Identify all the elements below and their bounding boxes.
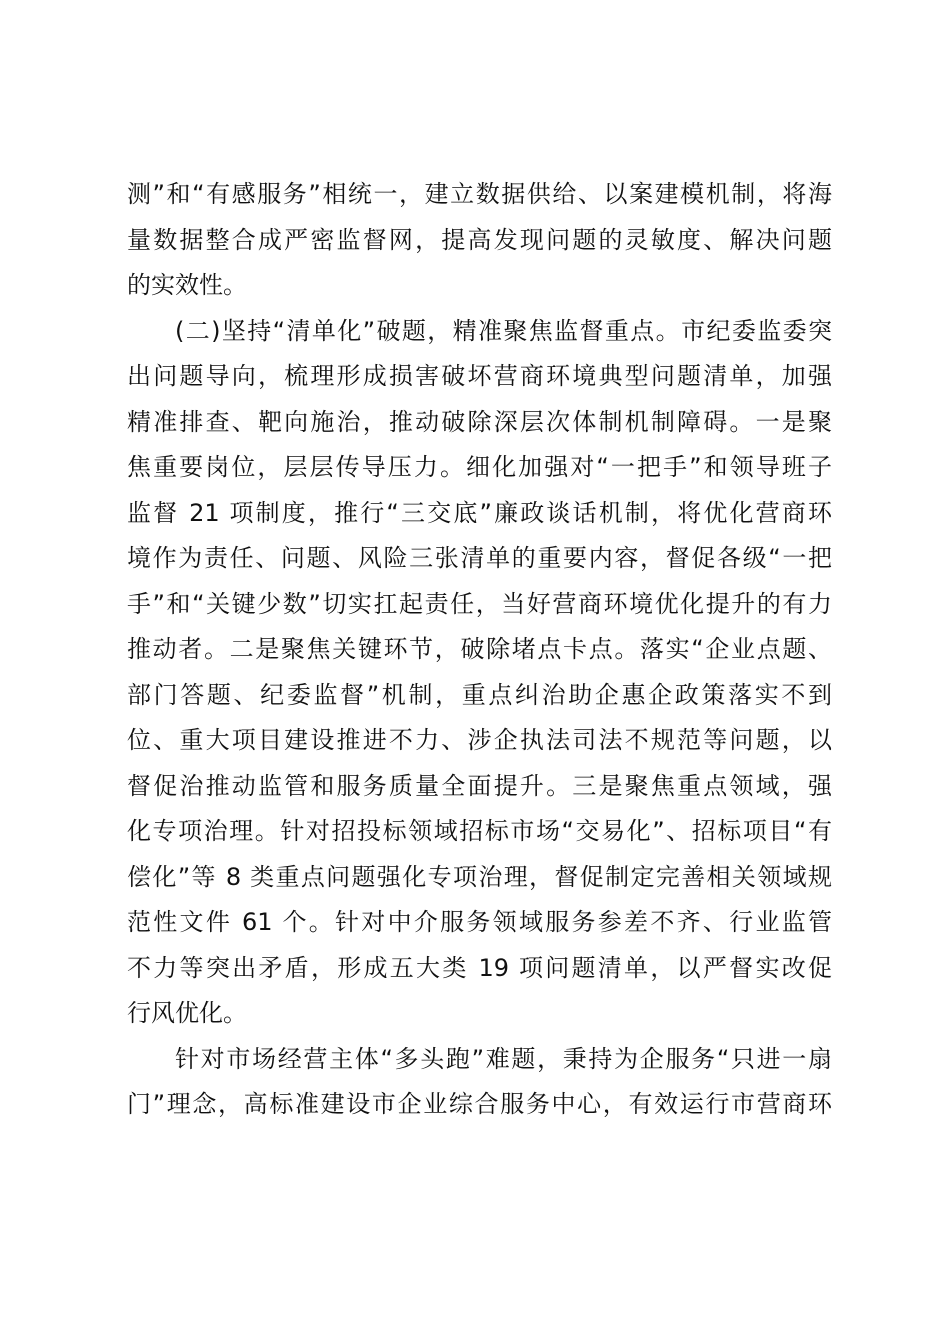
text-line: 的实效性。 [127, 271, 247, 299]
text-line: 化专项治理。针对招投标领域招标市场“交易化”、招标项目“有 [127, 817, 832, 845]
text-line: 督促治推动监管和服务质量全面提升。三是聚焦重点领域，强 [127, 771, 832, 800]
text-line: 量数据整合成严密监督网，提高发现问题的灵敏度、解决问题 [127, 225, 832, 254]
text-line: 不力等突出矛盾，形成五大类 19 项问题清单，以严督实改促 [127, 953, 832, 982]
text-line: 测”和“有感服务”相统一，建立数据供给、以案建模机制，将海 [127, 180, 832, 208]
text-line: 位、重大项目建设推进不力、涉企执法司法不规范等问题，以 [127, 726, 832, 754]
text-line: 推动者。二是聚焦关键环节，破除堵点卡点。落实“企业点题、 [127, 635, 832, 663]
text-line: 出问题导向，梳理形成损害破坏营商环境典型问题清单，加强 [127, 362, 832, 390]
paragraph-first-line: 针对市场经营主体“多头跑”难题，秉持为企服务“只进一扇 [175, 1044, 832, 1073]
text-line: 偿化”等 8 类重点问题强化专项治理，督促制定完善相关领域规 [127, 862, 832, 891]
paragraph-first-line: (二)坚持“清单化”破题，精准聚焦监督重点。市纪委监委突 [175, 316, 832, 345]
body-text [127, 172, 832, 1128]
text-line: 门”理念，高标准建设市企业综合服务中心，有效运行市营商环 [127, 1090, 832, 1118]
text-line: 监督 21 项制度，推行“三交底”廉政谈话机制，将优化营商环 [127, 498, 832, 527]
text-line: 部门答题、纪委监督”机制，重点纠治助企惠企政策落实不到 [127, 680, 832, 709]
text-line: 精准排查、靶向施治，推动破除深层次体制机制障碍。一是聚 [127, 407, 832, 436]
text-line: 手”和“关键少数”切实扛起责任，当好营商环境优化提升的有力 [127, 589, 832, 618]
text-line: 焦重要岗位，层层传导压力。细化加强对“一把手”和领导班子 [127, 453, 832, 481]
text-line: 范性文件 61 个。针对中介服务领域服务参差不齐、行业监管 [127, 908, 832, 936]
text-line: 境作为责任、问题、风险三张清单的重要内容，督促各级“一把 [127, 544, 832, 572]
text-line: 行风优化。 [127, 999, 247, 1027]
